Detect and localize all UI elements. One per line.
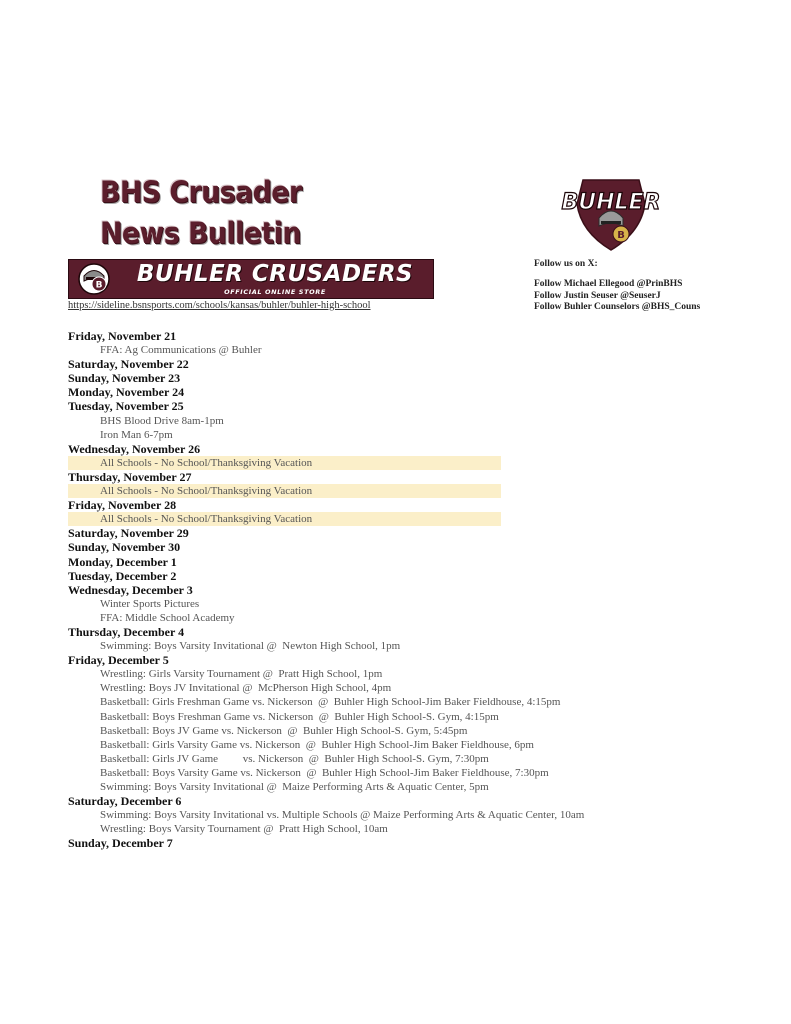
event-schedule xyxy=(68,329,688,850)
schedule-event: Basketball: Girls Freshman Game vs. Nickerson @ Buhler High School-Jim Baker Fieldhouse, 4:15pm xyxy=(100,696,561,709)
schedule-day-heading: Friday, December 5 xyxy=(68,653,169,668)
schedule-event-highlighted: All Schools - No School/Thanksgiving Vacation xyxy=(68,484,501,498)
svg-text:B: B xyxy=(95,280,103,291)
buhler-crest-logo xyxy=(561,174,661,254)
schedule-day-heading: Thursday, December 4 xyxy=(68,624,185,639)
schedule-event: BHS Blood Drive 8am-1pm xyxy=(100,414,224,427)
online-store-banner[interactable] xyxy=(68,259,434,299)
schedule-event: Basketball: Girls JV Game vs. Nickerson @ Buhler High School-S. Gym, 7:30pm xyxy=(100,752,489,765)
social-follow-seuser: Follow Justin Seuser @SeuserJ xyxy=(534,290,661,301)
schedule-day-heading: Monday, December 1 xyxy=(68,554,177,569)
schedule-day-heading: Saturday, November 22 xyxy=(68,357,189,372)
schedule-event: Swimming: Boys Varsity Invitational vs. Multiple Schools @ Maize Performing Arts & Aquatic Center, 10am xyxy=(100,809,585,822)
social-follow-principal: Follow Michael Ellegood @PrinBHS xyxy=(534,279,683,289)
svg-text:B: B xyxy=(617,230,625,241)
schedule-day-heading: Thursday, November 27 xyxy=(68,469,192,484)
schedule-day-heading: Sunday, November 23 xyxy=(68,371,181,386)
schedule-day-heading: Monday, November 24 xyxy=(68,385,185,400)
bulletin-title-line2: News Bulletin xyxy=(100,216,301,250)
schedule-event: Basketball: Boys Freshman Game vs. Nickerson @ Buhler High School-S. Gym, 4:15pm xyxy=(100,710,499,723)
schedule-day-heading: Tuesday, December 2 xyxy=(68,568,177,583)
social-heading: Follow us on X: xyxy=(534,259,598,269)
schedule-event: FFA: Middle School Academy xyxy=(100,611,235,624)
schedule-event: Swimming: Boys Varsity Invitational @ Newton High School, 1pm xyxy=(100,640,401,653)
schedule-event: FFA: Ag Communications @ Buhler xyxy=(100,344,262,357)
schedule-event-highlighted: All Schools - No School/Thanksgiving Vacation xyxy=(68,456,501,470)
schedule-event: Wrestling: Girls Varsity Tournament @ Pratt High School, 1pm xyxy=(100,668,383,681)
schedule-event: Wrestling: Boys JV Invitational @ McPherson High School, 4pm xyxy=(100,682,392,695)
schedule-day-heading: Tuesday, November 25 xyxy=(68,399,184,414)
bulletin-title xyxy=(100,172,339,254)
social-follow-panel xyxy=(534,258,754,314)
schedule-day-heading: Wednesday, November 26 xyxy=(68,441,201,456)
schedule-event: Iron Man 6-7pm xyxy=(100,428,173,441)
schedule-day-heading: Sunday, November 30 xyxy=(68,540,181,555)
schedule-day-heading: Saturday, December 6 xyxy=(68,794,182,809)
schedule-event: Swimming: Boys Varsity Invitational @ Maize Performing Arts & Aquatic Center, 5pm xyxy=(100,781,489,793)
schedule-event: Basketball: Boys JV Game vs. Nickerson @ Buhler High School-S. Gym, 5:45pm xyxy=(100,724,468,737)
schedule-event: Wrestling: Boys Varsity Tournament @ Pratt High School, 10am xyxy=(100,823,388,836)
schedule-event-highlighted: All Schools - No School/Thanksgiving Vacation xyxy=(68,512,501,526)
schedule-day-heading: Wednesday, December 3 xyxy=(68,582,193,597)
schedule-event: Basketball: Girls Varsity Game vs. Nickerson @ Buhler High School-Jim Baker Fieldhouse, 6pm xyxy=(100,738,534,751)
store-url-link[interactable]: https://sideline.bsnsports.com/schools/kansas/buhler/buhler-high-school xyxy=(68,300,371,311)
bulletin-title-line1: BHS Crusader xyxy=(100,175,302,209)
schedule-day-heading: Friday, November 28 xyxy=(68,498,177,513)
schedule-day-heading: Saturday, November 29 xyxy=(68,526,189,541)
schedule-day-heading: Friday, November 21 xyxy=(68,329,177,343)
schedule-event: Basketball: Boys Varsity Game vs. Nickerson @ Buhler High School-Jim Baker Fieldhouse, 7:30pm xyxy=(100,766,549,779)
schedule-event: Winter Sports Pictures xyxy=(100,597,200,610)
crest-text: BUHLER xyxy=(561,190,661,215)
crusader-knight-icon xyxy=(72,262,116,296)
store-name: BUHLER CRUSADERS xyxy=(136,261,414,287)
store-tagline: OFFICIAL ONLINE STORE xyxy=(224,288,326,296)
schedule-day-heading: Sunday, December 7 xyxy=(68,836,173,851)
social-follow-counselors: Follow Buhler Counselors @BHS_Couns xyxy=(534,302,701,312)
